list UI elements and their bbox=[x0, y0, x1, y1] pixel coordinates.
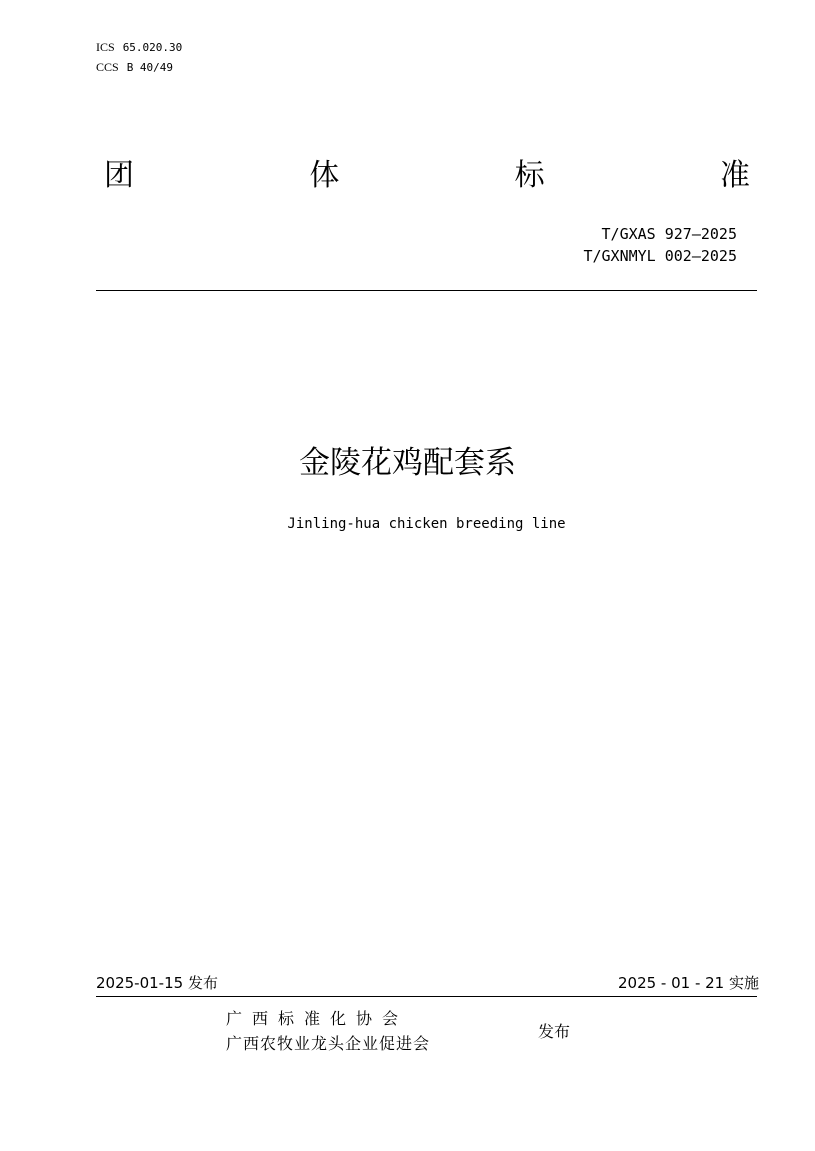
footer-divider bbox=[96, 996, 757, 997]
standard-code: T/GXNMYL 002—2025 bbox=[583, 247, 737, 265]
ics-line bbox=[96, 40, 182, 55]
standard-type-char: 准 bbox=[719, 158, 750, 193]
header-divider bbox=[96, 290, 757, 291]
issue-date: 2025-01-15 发布 bbox=[96, 974, 218, 992]
ics-value: 65.020.30 bbox=[122, 41, 183, 54]
standard-code: T/GXAS 927—2025 bbox=[601, 225, 737, 243]
standard-type-char: 团 bbox=[104, 158, 134, 193]
publish-label: 发布 bbox=[538, 1022, 571, 1041]
issuer-organization: 广西农牧业龙头企业促进会 bbox=[226, 1034, 431, 1053]
standard-type-char: 体 bbox=[309, 158, 340, 193]
ics-label: ICS bbox=[96, 40, 115, 54]
document-title: 金陵花鸡配套系 bbox=[299, 445, 516, 481]
document-subtitle: Jinling-hua chicken breeding line bbox=[287, 516, 566, 532]
ccs-line bbox=[96, 60, 173, 75]
issuer-organization: 广西标准化协会 bbox=[226, 1009, 409, 1028]
standard-type-heading bbox=[104, 156, 750, 196]
standard-type-char: 标 bbox=[514, 158, 545, 193]
ccs-label: CCS bbox=[96, 60, 119, 74]
implement-date: 2025 - 01 - 21 实施 bbox=[617, 974, 759, 992]
ccs-value: B 40/49 bbox=[126, 61, 174, 74]
